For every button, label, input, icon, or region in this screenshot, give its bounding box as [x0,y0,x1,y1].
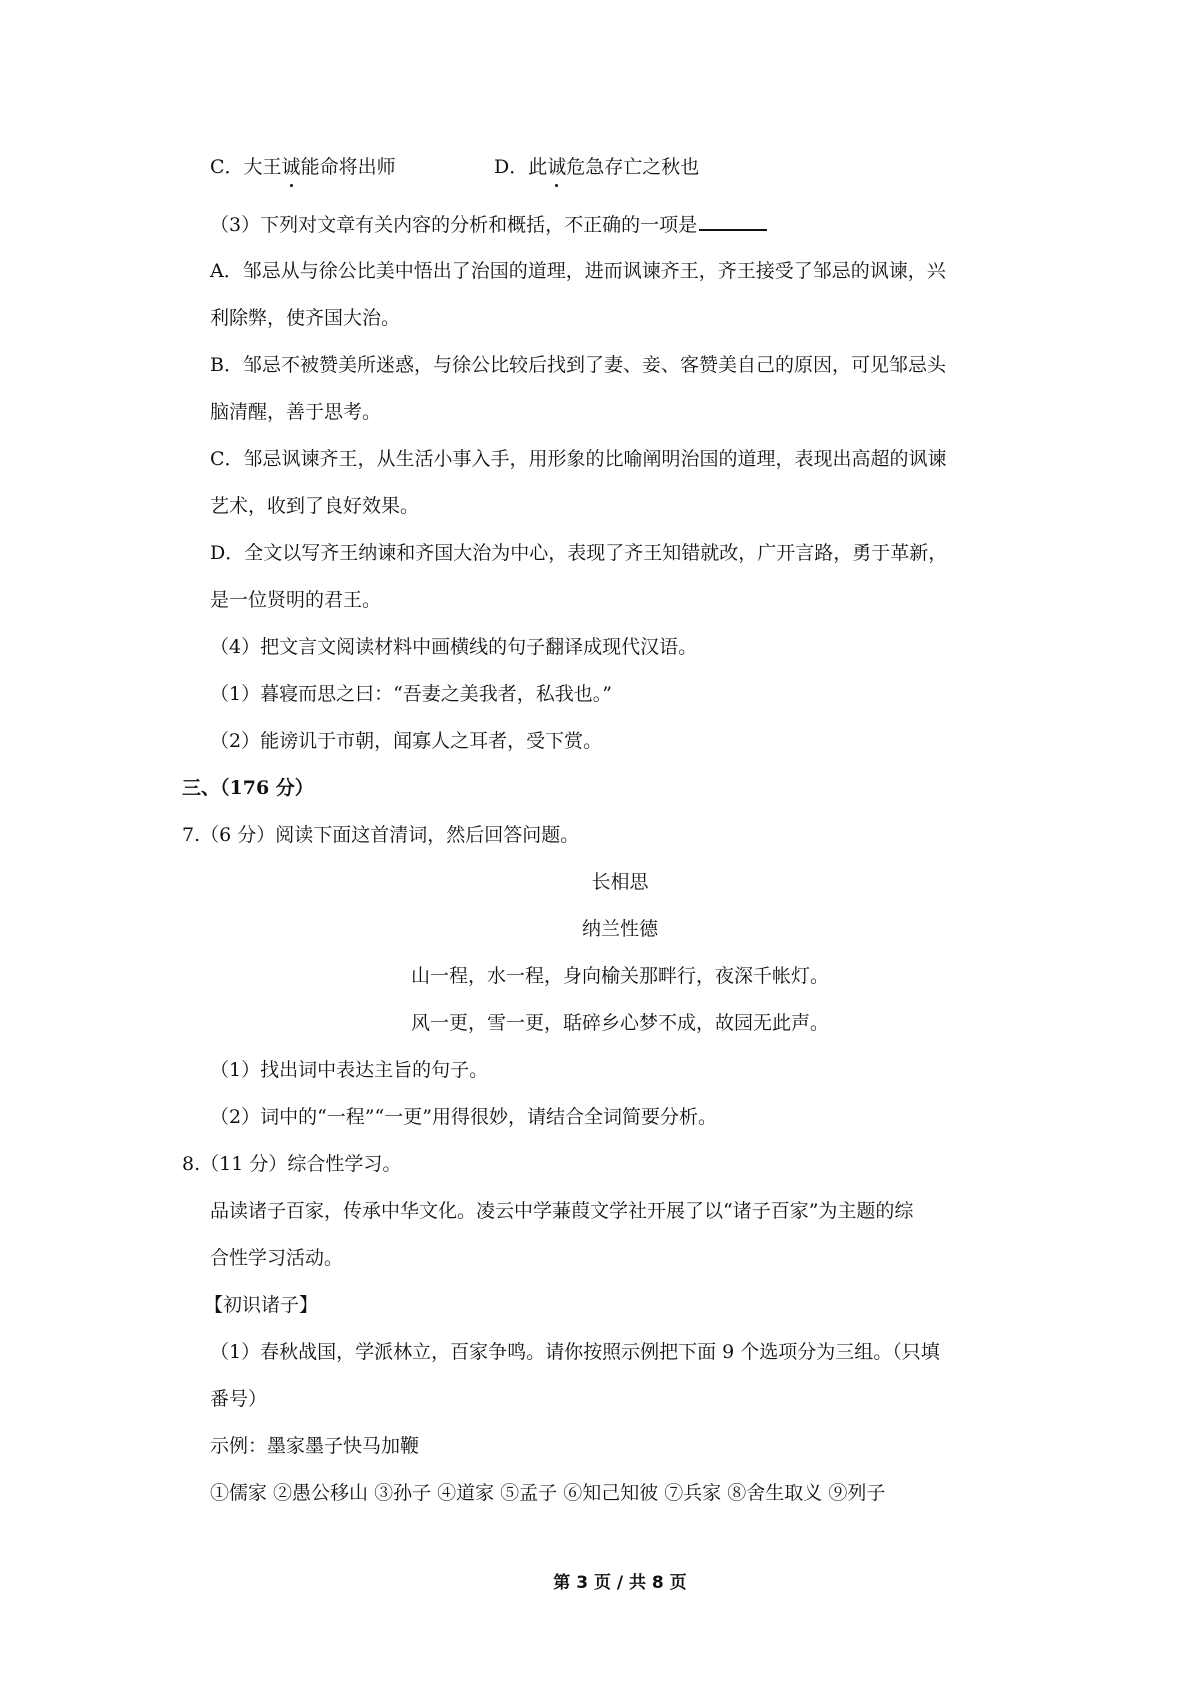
q7-subquestion-2: （2）词中的“一程”“一更”用得很妙，请结合全词简要分析。 [210,1106,717,1128]
subquestion-4: （4）把文言文阅读材料中画横线的句子翻译成现代汉语。 [210,636,698,658]
q7-stem: 7.（6 分）阅读下面这首清词，然后回答问题。 [182,824,580,846]
option-c-line [210,153,396,181]
q8-options: ①儒家 ②愚公移山 ③孙子 ④道家 ⑤孟子 ⑥知己知彼 ⑦兵家 ⑧舍生取义 ⑨列子 [210,1482,886,1504]
sentence-1: （1）暮寝而思之曰：“吾妻之美我者，私我也。” [210,683,613,705]
subquestion-3 [210,209,767,239]
choice-c-line2: 艺术，收到了良好效果。 [210,495,420,517]
choice-a-line1: A．邹忌从与徐公比美中悟出了治国的道理，进而讽谏齐王，齐王接受了邹忌的讽谏，兴 [210,260,946,282]
q8-intro-line2: 合性学习活动。 [210,1247,344,1269]
poem-author: 纳兰性德 [581,918,658,940]
option-d-dotted-char: 诚 [547,153,566,181]
q8-example: 示例：墨家墨子快马加鞭 [210,1435,420,1457]
sentence-2: （2）能谤讥于市朝，闻寡人之耳者，受下赏。 [210,730,603,752]
option-c-suffix: 能命将出师 [300,156,396,178]
choice-a-line2: 利除弊，使齐国大治。 [210,307,401,329]
choice-d-line2: 是一位贤明的君王。 [210,589,382,611]
option-d-suffix: 危急存亡之秋也 [566,156,700,178]
option-c-dotted-char: 诚 [282,153,301,181]
q8-heading: 【初识诸子】 [204,1294,319,1316]
q8-subquestion-1-line2: 番号） [210,1388,268,1410]
choice-d-line1: D．全文以写齐王纳谏和齐国大治为中心，表现了齐王知错就改，广开言路，勇于革新， [210,542,948,564]
choice-b-line2: 脑清醒，善于思考。 [210,401,382,423]
choice-b-line1: B．邹忌不被赞美所迷惑，与徐公比较后找到了妻、妾、客赞美自己的原因，可见邹忌头 [210,354,946,376]
choice-c-line1: C．邹忌讽谏齐王，从生活小事入手，用形象的比喻阐明治国的道理，表现出高超的讽谏 [210,448,947,470]
section-heading: 三、（176 分） [182,777,314,799]
answer-blank [699,209,767,231]
poem-line-2: 风一更，雪一更，聒碎乡心梦不成，故园无此声。 [410,1012,829,1034]
option-c-prefix: C．大王 [210,156,282,178]
page-footer: 第 3 页 / 共 8 页 [553,1573,687,1593]
poem-title: 长相思 [591,871,649,893]
q7-subquestion-1: （1）找出词中表达主旨的句子。 [210,1059,489,1081]
q8-stem: 8.（11 分）综合性学习。 [182,1153,402,1175]
option-d-line [494,153,699,181]
q8-subquestion-1-line1: （1）春秋战国，学派林立，百家争鸣。请你按照示例把下面 9 个选项分为三组。（只填 [210,1341,940,1363]
poem-line-1: 山一程，水一程，身向榆关那畔行，夜深千帐灯。 [410,965,829,987]
option-d-prefix: D．此 [494,156,548,178]
q8-intro-line1: 品读诸子百家，传承中华文化。凌云中学蒹葭文学社开展了以“诸子百家”为主题的综 [210,1200,914,1222]
subquestion-3-text: （3）下列对文章有关内容的分析和概括，不正确的一项是 [210,214,698,236]
